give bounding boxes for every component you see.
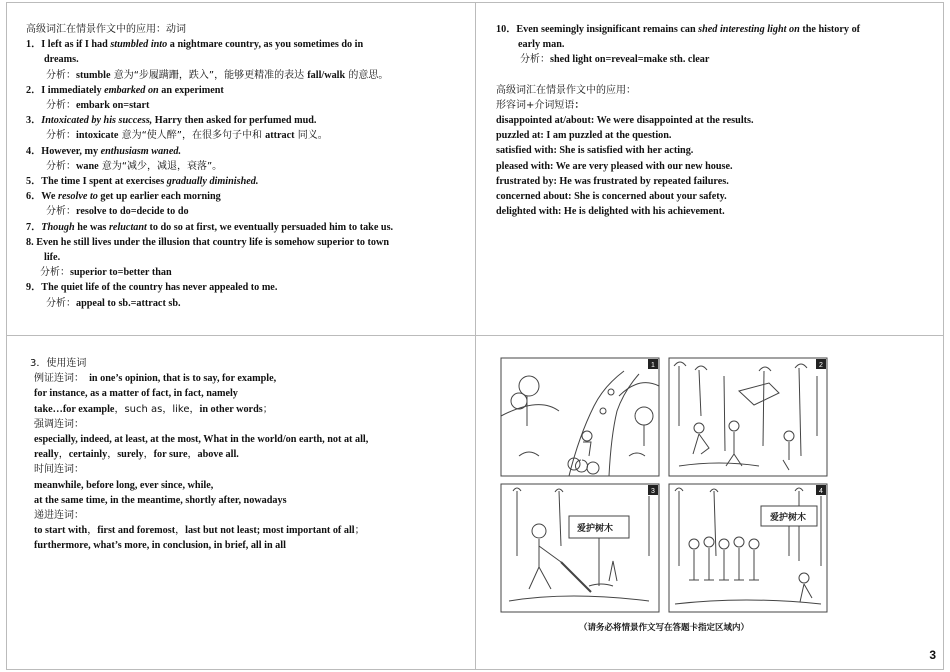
- item-emphasis: gradually diminished.: [166, 176, 259, 188]
- horizontal-divider: [6, 335, 944, 336]
- item-text: get up earlier each morning: [97, 191, 221, 203]
- note-label: 分析：: [40, 267, 70, 279]
- panel-1: [501, 358, 659, 476]
- item-number: 9．: [26, 282, 42, 294]
- verb-item-cont: dreams.: [44, 54, 79, 66]
- item-emphasis: embarked on: [104, 84, 159, 96]
- note-text: 的意思。: [345, 69, 389, 81]
- item-number: 6．: [26, 191, 42, 203]
- verb-item-4: [26, 144, 466, 159]
- note-label: 分析：: [46, 297, 76, 309]
- comic-panels: [499, 356, 829, 618]
- example-conj-line-2: for instance, as a matter of fact, in fact, namely: [34, 388, 238, 400]
- note-text: attract: [265, 130, 295, 142]
- phrase-text: in other words: [199, 403, 263, 415]
- note-text: 意为“减少，减退，衰落”。: [98, 160, 223, 172]
- verb-item-5: [26, 174, 466, 189]
- item-text: he was: [74, 221, 109, 233]
- verbs-section: [26, 22, 466, 311]
- example-label: 例证连词：: [34, 373, 84, 385]
- note-text: resolve to do=decide to do: [76, 206, 189, 218]
- page-number: 3: [929, 648, 936, 662]
- sign-text-panel-4: 爱护树木: [770, 513, 807, 523]
- example-text: in one’s opinion, that is to say, for example,: [89, 373, 277, 385]
- note-text: wane: [76, 160, 99, 172]
- verb-item-7: [26, 220, 466, 235]
- adjectives-subheading: [496, 98, 936, 113]
- verb-item-6: [26, 189, 466, 204]
- panel-2: [669, 358, 827, 476]
- sign-text-panel-3: 爱护树木: [577, 524, 614, 534]
- verb-item-3: [26, 113, 466, 128]
- verb-item-2: [26, 83, 466, 98]
- phrase-item-5: frustrated by: He was frustrated by repeated failures.: [496, 175, 729, 187]
- phrase-text: ，such as，like，: [114, 403, 200, 415]
- progressive-line-1: [30, 523, 470, 538]
- item-text: I immediately: [41, 84, 105, 96]
- phrase-text: certainly: [68, 449, 108, 461]
- item-text: I left as if I had: [41, 39, 111, 51]
- phrase-text: to start with: [34, 525, 88, 537]
- panel-number-4: 4: [819, 488, 823, 495]
- phrase-text: ，: [187, 449, 198, 461]
- verb-item-note: [26, 204, 466, 219]
- phrase-text: really: [34, 449, 59, 461]
- item-emphasis: enthusiasm waned.: [100, 145, 182, 157]
- note-text: 意为“步履蹒跚，跌入”，能够更精准的表达: [110, 69, 308, 81]
- item-text: However, my: [41, 145, 101, 157]
- verb-item-note: [26, 98, 466, 113]
- note-label: 分析：: [46, 100, 76, 112]
- progressive-label: 递进连词：: [34, 510, 84, 522]
- note-text: 意为“使人醉”，在很多句子中和: [118, 130, 266, 142]
- phrase-item-6: concerned about: She is concerned about your safety.: [496, 191, 727, 203]
- panel-4: [669, 484, 827, 612]
- illustration-caption: （请务必将情景作文写在答题卡指定区域内）: [578, 623, 749, 633]
- verb-item-8: [26, 235, 466, 250]
- item-number: 5．: [26, 176, 42, 188]
- note-text: embark on=start: [76, 100, 150, 112]
- verb-item-note: [26, 159, 466, 174]
- note-text: stumble: [76, 69, 111, 81]
- note-text: 同义。: [294, 130, 328, 142]
- subheading-colon: ：: [574, 99, 585, 111]
- panel-3: [501, 484, 659, 612]
- item-10: [496, 22, 936, 37]
- phrase-list: [496, 113, 936, 219]
- emphasis-line-1: especially, indeed, at least, at the most, What in the world/on earth, not at all,: [34, 434, 369, 446]
- vertical-divider: [475, 2, 476, 670]
- panel-number-2: 2: [819, 362, 823, 369]
- emphasis-line-2: [30, 447, 470, 462]
- item-10-cont: early man.: [518, 39, 565, 51]
- time-line-1: meanwhile, before long, ever since, while,: [34, 479, 214, 491]
- note-label: 分析：: [46, 160, 76, 172]
- item-emphasis: stumbled into: [110, 39, 168, 51]
- item-text: Even seemingly insignificant remains can: [516, 24, 699, 35]
- phrase-item-4: pleased with: We are very pleased with our new house.: [496, 160, 733, 172]
- note-label: 分析：: [46, 69, 76, 81]
- item-emphasis: Intoxicated by his success,: [41, 115, 153, 127]
- phrase-text: ，: [143, 449, 154, 461]
- item-text: We: [41, 191, 58, 203]
- phrase-text: surely: [117, 449, 144, 461]
- panel-number-1: 1: [651, 362, 655, 369]
- phrase-text: ，: [175, 525, 186, 537]
- verb-item-cont: life.: [44, 252, 61, 264]
- phrase-item-1: disappointed at/about: We were disappointed at the results.: [496, 115, 754, 127]
- conjunctions-section: [30, 356, 470, 554]
- adjectives-section: [496, 22, 936, 219]
- item-text: an experiment: [158, 84, 224, 96]
- verb-item-1: [26, 37, 466, 52]
- note-text: superior to=better than: [70, 267, 172, 279]
- note-text: fall/walk: [307, 69, 346, 81]
- item-text: The time I spent at exercises: [41, 176, 167, 188]
- time-line-2: at the same time, in the meantime, shortly after, nowadays: [34, 494, 287, 506]
- phrase-item-2: puzzled at: I am puzzled at the question.: [496, 130, 672, 142]
- phrase-text: ，: [87, 525, 98, 537]
- item-number: 4．: [26, 145, 42, 157]
- item-emphasis: reluctant: [108, 221, 147, 233]
- item-number: 3．: [26, 115, 42, 127]
- item-emphasis: resolve to: [57, 191, 98, 203]
- verb-item-9: [26, 280, 466, 295]
- phrase-text: take…for example: [34, 403, 115, 415]
- item-text: Even he still lives under the illusion that country life is somehow superior to town: [36, 236, 389, 248]
- emphasis-label: 强调连词：: [34, 418, 84, 430]
- item-text: a nightmare country, as you sometimes do in: [167, 39, 364, 51]
- note-text: appeal to sb.=attract sb.: [76, 297, 181, 309]
- phrase-item-7: delighted with: He is delighted with his achievement.: [496, 206, 725, 218]
- note-text: intoxicate: [76, 130, 119, 142]
- item-number: 1．: [26, 39, 42, 51]
- note-label: 分析：: [46, 130, 76, 142]
- verb-item-note: [26, 68, 466, 83]
- panel-number-3: 3: [651, 488, 655, 495]
- phrase-text: for sure: [153, 449, 188, 461]
- item-number: 8.: [26, 236, 37, 248]
- phrase-text: ；: [354, 525, 365, 537]
- phrase-text: last but not least; most important of all: [185, 525, 355, 537]
- example-conj-line-3: [30, 402, 470, 417]
- item-emphasis: shed interesting light on: [698, 24, 800, 35]
- note-label: 分析：: [46, 206, 76, 218]
- phrase-text: ，: [107, 449, 118, 461]
- item-text: to do so at first, we eventually persuaded him to take us.: [146, 221, 394, 233]
- phrase-text: ；: [262, 403, 273, 415]
- phrase-text: first and foremost: [97, 525, 176, 537]
- phrase-text: above all.: [197, 449, 239, 461]
- example-conj-line: [30, 371, 470, 386]
- verbs-heading: 高级词汇在情景作文中的应用：动词: [26, 24, 186, 35]
- verb-item-note: [26, 265, 466, 280]
- note-label: 分析：: [520, 54, 550, 66]
- adjectives-heading: 高级词汇在情景作文中的应用：: [496, 84, 636, 96]
- conjunctions-heading: 3．使用连词: [30, 358, 87, 369]
- note-text: shed light on=reveal=make sth. clear: [550, 54, 710, 66]
- item-number: 7．: [26, 221, 42, 233]
- phrase-item-3: satisfied with: She is satisfied with her acting.: [496, 145, 694, 157]
- item-emphasis: Though: [41, 221, 75, 233]
- item-text: The quiet life of the country has never appealed to me.: [41, 282, 278, 294]
- item-10-note: [496, 52, 936, 67]
- time-label: 时间连词：: [34, 464, 84, 476]
- subheading-text: 形容词+介词短语: [496, 99, 575, 111]
- item-number: 10．: [496, 24, 517, 35]
- verbs-list: [26, 37, 466, 311]
- item-text: Harry then asked for perfumed mud.: [152, 115, 317, 127]
- phrase-text: ，: [58, 449, 69, 461]
- item-number: 2．: [26, 84, 42, 96]
- verb-item-note: [26, 128, 466, 143]
- verb-item-note: [26, 296, 466, 311]
- comic-illustration: [499, 356, 829, 636]
- progressive-line-2: furthermore, what’s more, in conclusion, in brief, all in all: [34, 540, 286, 552]
- item-text: the history of: [799, 24, 861, 35]
